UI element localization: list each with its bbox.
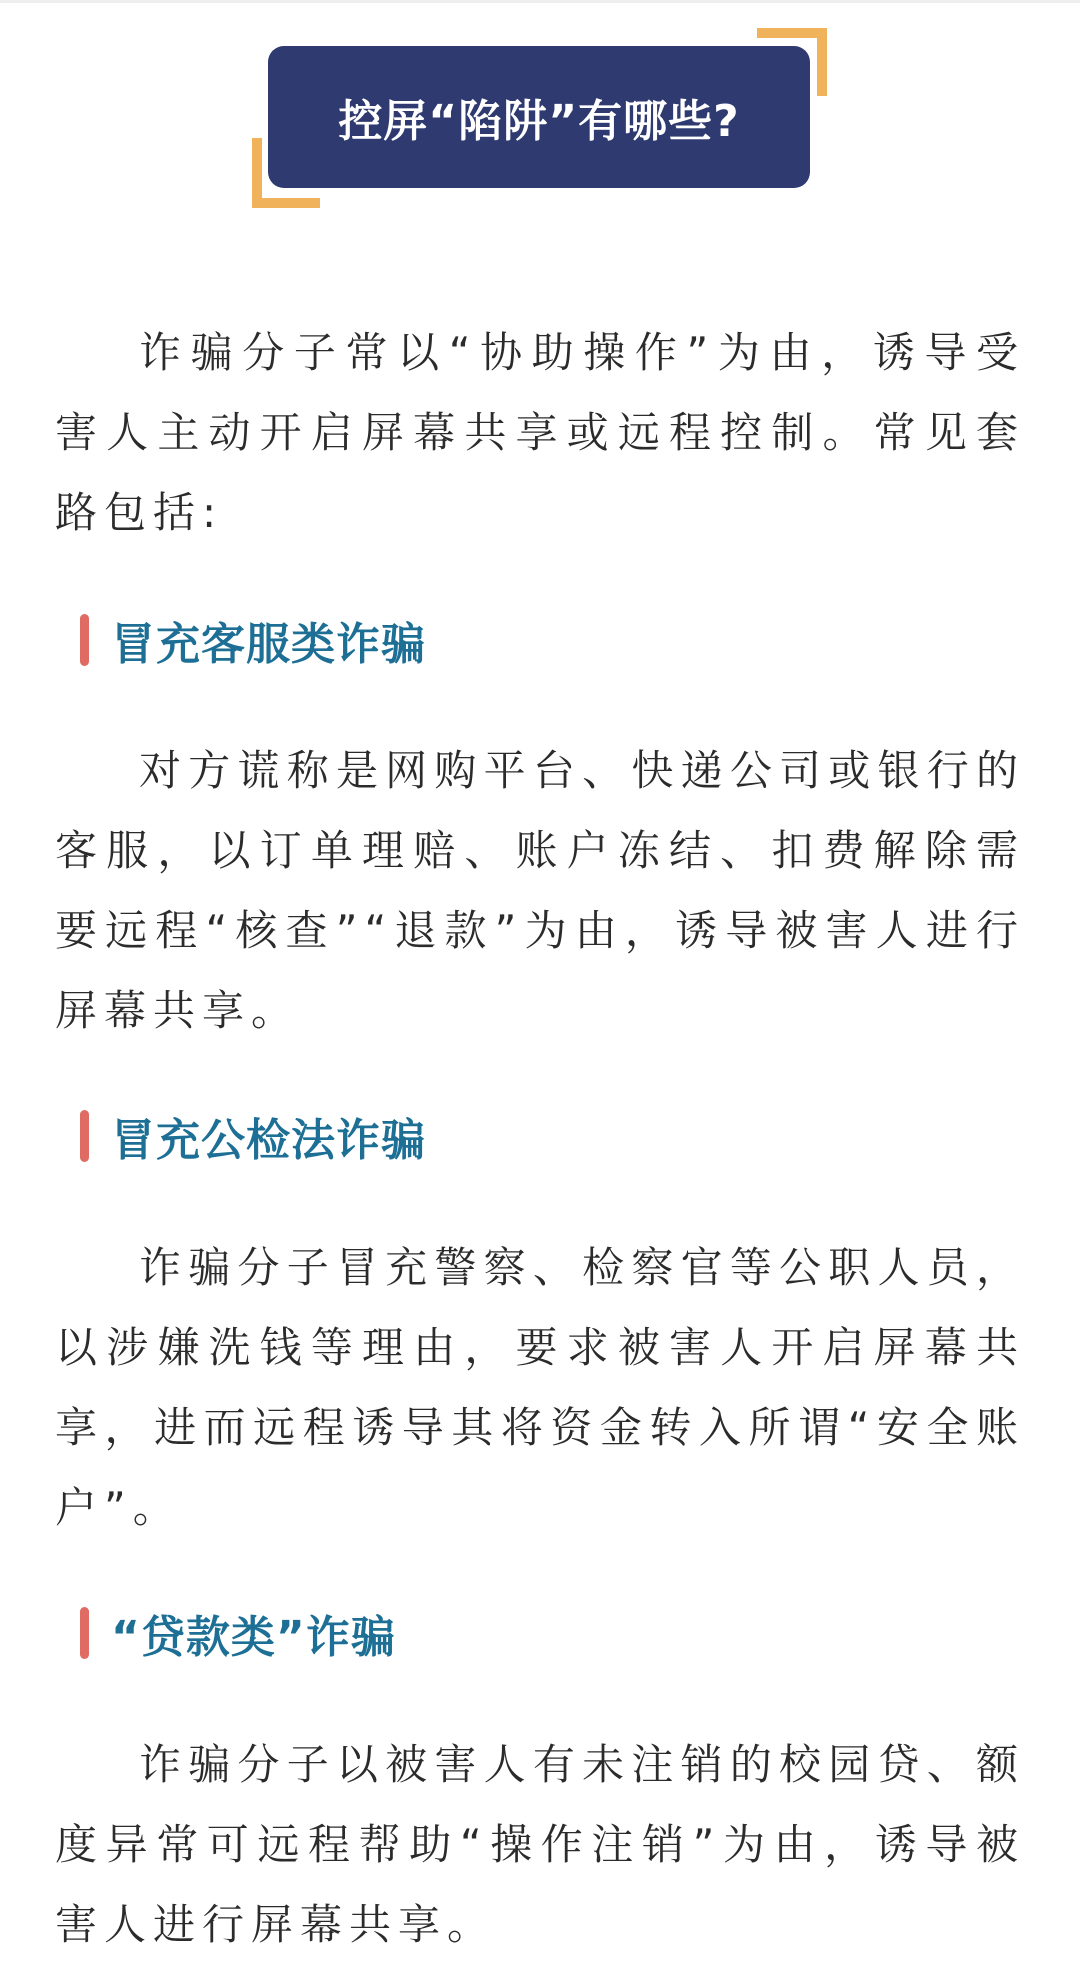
section-title: 冒充公检法诈骗	[111, 1115, 426, 1166]
title-badge	[252, 28, 827, 208]
section-body-police-impersonation: 诈骗分子冒充警察、检察官等公职人员，以涉嫌洗钱等理由，要求被害人开启屏幕共享，进而远程诱导其将资金转入所谓“安全账户”。	[55, 1243, 1025, 1532]
top-divider	[0, 0, 1080, 3]
intro-paragraph: 诈骗分子常以“协助操作”为由，诱导受害人主动开启屏幕共享或远程控制。常见套路包括:	[55, 328, 1025, 537]
section-heading-loan	[80, 1605, 396, 1661]
section-marker	[80, 614, 89, 666]
section-title: 冒充客服类诈骗	[111, 619, 426, 670]
section-heading-customer-service	[80, 612, 426, 668]
page-title: 控屏“陷阱”有哪些?	[338, 96, 740, 147]
section-marker	[80, 1607, 89, 1659]
section-body-loan: 诈骗分子以被害人有未注销的校园贷、额度异常可远程帮助“操作注销”为由，诱导被害人进行屏幕共享。	[55, 1740, 1025, 1949]
section-body-customer-service: 对方谎称是网购平台、快递公司或银行的客服，以订单理赔、账户冻结、扣费解除需要远程“核查”“退款”为由，诱导被害人进行屏幕共享。	[55, 746, 1025, 1035]
section-marker	[80, 1110, 89, 1162]
title-box	[268, 46, 810, 188]
section-heading-police-impersonation	[80, 1108, 426, 1164]
section-title: “贷款类”诈骗	[111, 1612, 396, 1663]
